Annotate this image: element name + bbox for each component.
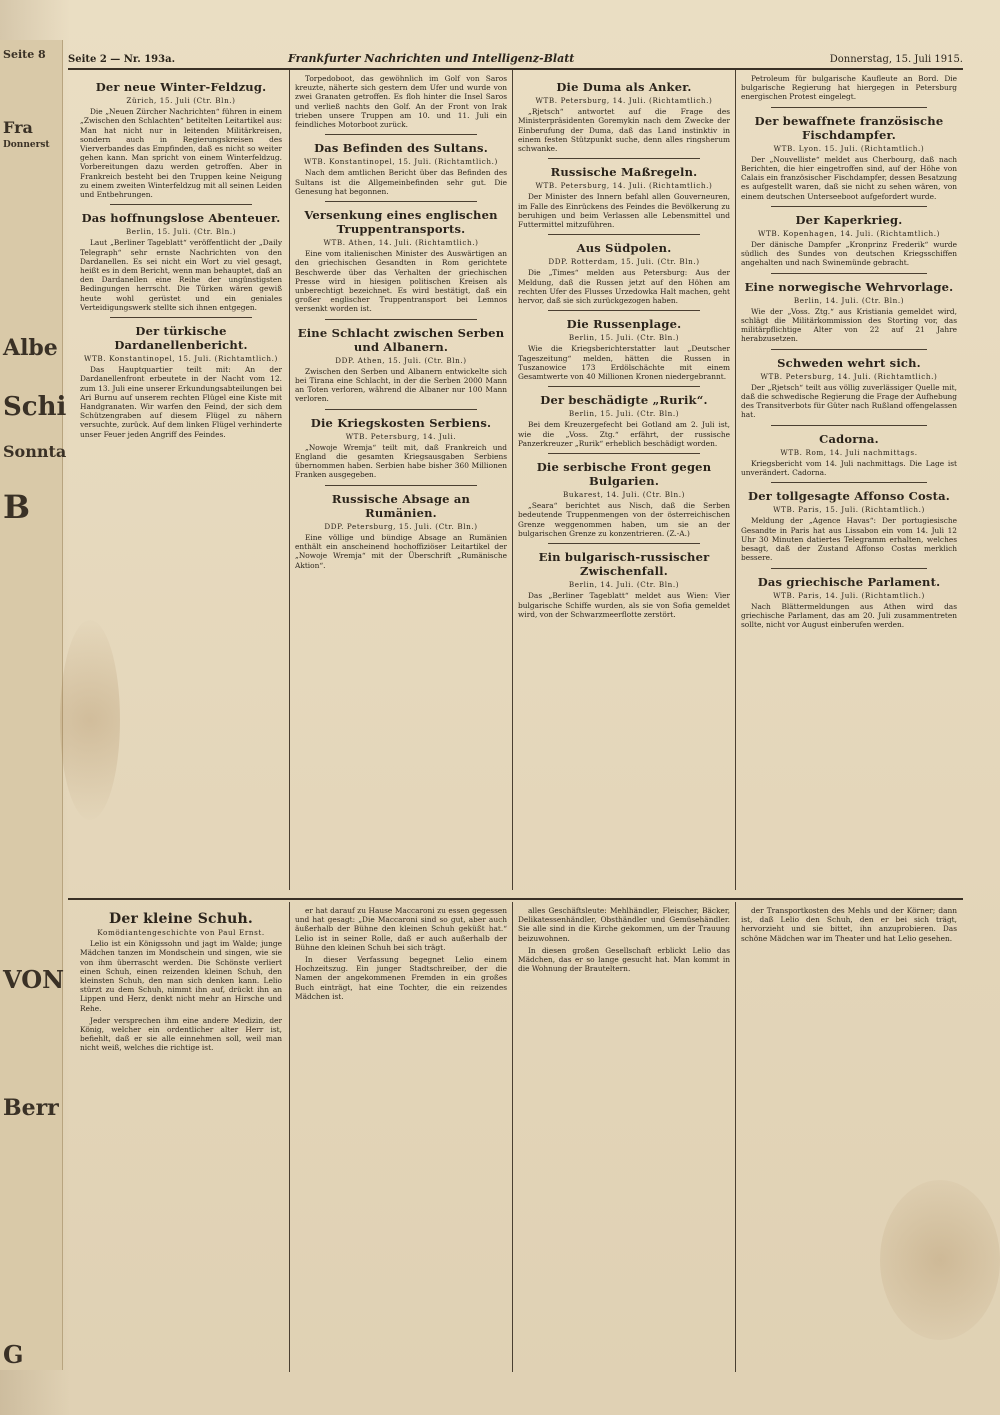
article-headline: Das hoffnungslose Abenteuer. (81, 211, 281, 226)
article-text: Der „Nouvelliste“ meldet aus Cherbourg, daß nach Berichten, die hier eingetroffen sind, auf der Höhe von Calais ein französischer Fischdampfer, dessen Besatzung es aufgestellt waren, daß sie nicht zu sehen wären, von einem deutschen Unterseeboot aufgefordert wurde. (741, 154, 957, 201)
dateline: WTB. Konstantinopel, 15. Juli. (Richtamtlich.) (84, 354, 278, 364)
article-headline: Versenkung eines englischen Truppentransports. (304, 208, 498, 237)
adjacent-page-strip (0, 40, 67, 1370)
dateline: WTB. Athen, 14. Juli. (Richtamtlich.) (323, 238, 479, 248)
article-separator (548, 234, 700, 235)
dateline: Berlin, 14. Juli. (Ctr. Bln.) (793, 295, 905, 305)
article-text: „Nowoje Wremja“ teilt mit, daß Frankreich und England die gesamten Kriegsausgaben Serbiens übernommen haben. Serbien habe bisher 360 Millionen Franken ausgegeben. (295, 442, 507, 480)
article-separator (771, 568, 927, 569)
paper-stain (60, 620, 120, 820)
article-separator (548, 158, 700, 159)
column-3 (518, 74, 730, 894)
feuilleton-text: der Transportkosten des Mehls und der Körner; dann ist, daß Lelio den Schuh, den er bei sich trägt, hervorzieht und sie bittet, ihn anzuprobieren. Das schöne Mädchen war im Theater und hat Lelio gesehen. (741, 906, 957, 943)
feuilleton-text: er hat darauf zu Hause Maccaroni zu essen gegessen und hat gesagt: „Die Maccaroni sind so gut, aber auch äußerhalb der Bühne den kleinen Schuh geküßt hat.“ Lelio ist in seiner Rolle, daß er auch außerhalb der Bühne den kleinen Schuh bei sich trägt. (295, 906, 507, 952)
feuilleton-text: Lelio ist ein Königssohn und jagt im Walde; junge Mädchen tanzen im Mondschein und singen, wie sie von ihm überrascht werden. Die Schönste verliert einen Schuh, einen reizenden kleinen Schuh, den kleinsten Schuh, den man sich denken kann. Lelio stürzt zu dem Schuh, nimmt ihn auf, drückt ihn an Lippen und Herz, denkt nicht mehr an Hirsche und Rehe. (80, 939, 282, 1013)
article-text: Eine vom italienischen Minister des Auswärtigen an den griechischen Gesandten in Rom gerichtete Beschwerde über das Verhalten der griechischen Presse wird in hiesigen politischen Kreisen als unberechtigt bezeichnet. Es wird bestätigt, daß ein großer englischer Truppentransport bei Lemnos versenkt worden ist. (295, 249, 507, 314)
dateline: WTB. Petersburg, 14. Juli. (Richtamtlich.) (760, 371, 938, 381)
article-separator (548, 543, 700, 544)
newspaper-title: Frankfurter Nachrichten und Intelligenz-Blatt (288, 52, 575, 65)
article-text: Wie die Kriegsberichterstatter laut „Deutscher Tageszeitung“ melden, hätten die Russen in Tuszanowice 173 Erdölschächte mit einem Gesamtwerte von 40 Millionen Kronen niedergebrannt. (518, 344, 730, 382)
article-headline: Die serbische Front gegen Bulgarien. (536, 460, 712, 489)
article-separator (771, 482, 927, 483)
dateline: WTB. Petersburg, 14. Juli. (Richtamtlich.) (535, 96, 713, 105)
column-2 (295, 74, 507, 894)
dateline: WTB. Paris, 15. Juli. (Richtamtlich.) (773, 505, 925, 515)
column-divider (289, 70, 290, 890)
article-headline: Die Kriegskosten Serbiens. (310, 415, 492, 430)
dateline: WTB. Petersburg, 14. Juli. (345, 431, 457, 441)
dateline: WTB. Lyon. 15. Juli. (Richtamtlich.) (773, 143, 925, 153)
dateline: WTB. Paris, 14. Juli. (Richtamtlich.) (773, 590, 925, 600)
feuilleton-column-2 (295, 906, 507, 1366)
column-divider (289, 902, 290, 1372)
article-headline: Das Befinden des Sultans. (314, 141, 488, 156)
article-text: Meldung der „Agence Havas“: Der portugiesische Gesandte in Paris hat aus Lissabon ein vom 14. Juli 12 Uhr 30 Minuten datiertes Telegramm erhalten, welches besagt, daß der Zustand Affonso Costas merklich bessere. (741, 516, 957, 563)
article-text: Kriegsbericht vom 14. Juli nachmittags. Die Lage ist unverändert. Cadorna. (741, 458, 957, 478)
strip-text: B (3, 488, 31, 526)
article-headline: Schweden wehrt sich. (777, 355, 921, 370)
article-headline: Russische Absage an Rumänien. (331, 491, 471, 520)
strip-text: Donnerst (3, 140, 50, 150)
article-text: Das Hauptquartier teilt mit: An der Dardanellenfront erbeutete in der Nacht vom 12. zum 13. Juli eine unserer Erkundungsabteilungen bei Ari Burnu auf unserem rechten Flügel eine Kiste mit Handgranaten. Wir warfen den Feind, der sich dem Schützengraben auf diesem Flügel zu nähern versuchte, zurück. Auf dem linken Flügel verhinderte unser Feuer jeden Angriff des Feindes. (80, 365, 282, 439)
page-header (68, 52, 963, 70)
feuilleton-column-1 (80, 906, 282, 1366)
article-text: Der dänische Dampfer „Kronprinz Frederik“ wurde südlich des Sundes von deutschen Kriegsschiffen angehalten und nach Swinemünde gebracht. (741, 240, 957, 268)
article-headline: Eine norwegische Wehrvorlage. (744, 279, 954, 294)
dateline: Bukarest, 14. Juli. (Ctr. Bln.) (562, 490, 686, 500)
article-separator (325, 409, 477, 410)
strip-text: Fra (3, 118, 33, 137)
article-headline: Aus Südpolen. (576, 241, 672, 256)
article-text: Das „Berliner Tageblatt“ meldet aus Wien: Vier bulgarische Schiffe wurden, als sie von Sofia gemeldet wird, von der Schwarzmeerflotte zerstört. (518, 591, 730, 619)
dateline: Berlin, 15. Juli. (Ctr. Bln.) (568, 409, 680, 419)
article-separator (325, 201, 477, 202)
dateline: DDP. Petersburg, 15. Juli. (Ctr. Bln.) (324, 521, 478, 531)
article-separator (771, 206, 927, 207)
article-headline: Der beschädigte „Rurik“. (540, 393, 708, 408)
article-separator (771, 425, 927, 426)
article-text: Wie der „Voss. Ztg.“ aus Kristiania gemeldet wird, schlägt die Militärkommission des Storting vor, das militärpflichtige Alter von 22 auf 21 Jahre herabzusetzen. (741, 306, 957, 344)
page-number: Seite 2 — Nr. 193a. (68, 54, 176, 65)
dateline: DDP. Rotterdam, 15. Juli. (Ctr. Bln.) (548, 257, 700, 267)
article-separator (771, 349, 927, 350)
article-text: Torpedoboot, das gewöhnlich im Golf von Saros kreuzte, näherte sich gestern dem Ufer und wurde von zwei Granaten getroffen. Es floh hinter die Insel Saros und verließ nachts den Golf. An der Front von Irak trieben unsere Truppen am 10. und 11. Juli ein feindliches Motorboot zurück. (295, 74, 507, 130)
dateline: Berlin, 15. Juli. (Ctr. Bln.) (568, 333, 680, 343)
dateline: Berlin, 15. Juli. (Ctr. Bln.) (125, 227, 237, 237)
article-separator (548, 453, 700, 454)
dateline: Zürich, 15. Juli (Ctr. Bln.) (126, 96, 236, 105)
feuilleton-text: In dieser Verfassung begegnet Lelio einem Hochzeitszug. Ein junger Stadtschreiber, der die Namen der angekommenen Fremden in ein großes Buch einträgt, hat eine Tochter, die ein reizendes Mädchen ist. (295, 955, 507, 1001)
column-divider (735, 70, 736, 890)
article-headline: Der tollgesagte Affonso Costa. (748, 489, 950, 504)
article-text: Der „Rjetsch“ teilt aus völlig zuverlässiger Quelle mit, daß die schwedische Regierung die Frage der Aufhebung des Transitverbots für Güter nach Rußland offengelassen hat. (741, 382, 957, 420)
article-separator (325, 319, 477, 320)
article-text: Petroleum für bulgarische Kaufleute an Bord. Die bulgarische Regierung hat hiergegen in Petersburg energischen Protest eingelegt. (741, 74, 957, 102)
article-headline: Das griechische Parlament. (757, 574, 941, 589)
feuilleton-column-3 (518, 906, 730, 1366)
article-text: Die „Times“ melden aus Petersburg: Aus der Meldung, daß die Russen jetzt auf den Höhen am rechten Ufer des Flusses Urzedowka Halt machen, geht hervor, daß sie sich zurückgezogen haben. (518, 268, 730, 306)
strip-text: VON (3, 965, 65, 994)
feuilleton-text: In diesen großen Gesellschaft erblickt Lelio das Mädchen, das er so lange gesucht hat. Man kommt in die Wohnung der Brauteltern. (518, 945, 730, 974)
article-text: Zwischen den Serben und Albanern entwickelte sich bei Tirana eine Schlacht, in der die Serben 2000 Mann an Toten verloren, während die Albaner nur 100 Mann verloren. (295, 366, 507, 404)
dateline: WTB. Petersburg, 14. Juli. (Richtamtlich.) (535, 181, 713, 191)
article-headline: Der türkische Dardanellenbericht. (114, 324, 248, 353)
strip-text: G (3, 1340, 24, 1369)
article-headline: Ein bulgarisch-russischer Zwischenfall. (538, 550, 710, 579)
article-text: „Seara“ berichtet aus Nisch, daß die Serben bedeutende Truppenmengen von der österreichischen Grenze weggenommen haben, um sie an der bulgarischen Grenze zu konzentrieren. (Z.-A.) (518, 501, 730, 538)
dateline: WTB. Konstantinopel, 15. Juli. (Richtamtlich.) (304, 157, 498, 167)
article-separator (771, 107, 927, 108)
strip-text: Seite 8 (3, 48, 46, 61)
article-headline: Der neue Winter-Feldzug. (95, 80, 267, 94)
article-text: „Rjetsch“ antwortet auf die Frage des Ministerpräsidenten Goremykin nach dem Zwecke der Einberufung der Duma, daß das Land instinktiv in einem festen Stützpunkt suche, denn alles ringsherum schwanke. (518, 107, 730, 154)
article-headline: Der Kaperkrieg. (795, 212, 903, 227)
article-text: Nach dem amtlichen Bericht über das Befinden des Sultans ist die Allgemeinbefinden sehr gut. Die Genesung hat begonnen. (295, 168, 507, 196)
strip-text: Berr (3, 1095, 59, 1121)
issue-date: Donnerstag, 15. Juli 1915. (829, 54, 963, 65)
article-separator (548, 310, 700, 311)
article-separator (548, 386, 700, 387)
article-text: Die „Neuen Zürcher Nachrichten“ führen in einem „Zwischen den Schlachten“ betitelten Leitartikel aus: Man hat nicht nur in leitenden Militärkreisen, sondern auch in Regierungskreisen des Vierverbandes das Empfinden, daß es nicht so weiter gehen kann. Man spricht von einem Winterfeldzug. Vorbereitungen dazu werden getroffen. Aber in Frankreich besteht bei den Truppen keine Neigung zu einem zweiten Winterfeldzug mit all seinen Leiden und Entbehrungen. (80, 107, 282, 200)
article-separator (771, 273, 927, 274)
column-4 (741, 74, 957, 894)
article-text: Laut „Berliner Tageblatt“ veröffentlicht der „Daily Telegraph“ sehr ernste Nachrichten von den Dardanellen. Es sei nicht ein Wort zu viel gesagt, heißt es in dem Bericht, wenn man behauptet, daß an den Dardanellen eine Reihe der ungünstigsten Bedingungen herrscht. Die Türken wären gewiß heute wohl gerüstet und ein geniales Verteidigungswerk stellte sich ihnen entgegen. (80, 238, 282, 312)
dateline: DDP. Athen, 15. Juli. (Ctr. Bln.) (335, 355, 467, 365)
column-divider (735, 902, 736, 1372)
article-headline: Die Duma als Anker. (556, 80, 692, 94)
strip-text: Sonnta (3, 442, 67, 461)
dateline: WTB. Kopenhagen, 14. Juli. (Richtamtlich.) (758, 228, 940, 238)
feuilleton-rule (68, 898, 963, 900)
article-headline: Cadorna. (819, 431, 879, 446)
feuilleton-text: Jeder versprechen ihm eine andere Medizin, der König, welcher ein ordentlicher alter Herr ist, befiehlt, daß er sie alle einnehmen soll, weil man nicht weiß, welches die richtige ist. (80, 1015, 282, 1053)
article-text: Nach Blättermeldungen aus Athen wird das griechische Parlament, das am 20. Juli zusammentreten sollte, nicht vor August einberufen werden. (741, 601, 957, 630)
paper-stain (880, 1180, 1000, 1340)
article-separator (325, 485, 477, 486)
article-text: Bei dem Kreuzergefecht bei Gotland am 2. Juli ist, wie die „Voss. Ztg.“ erfährt, der russische Panzerkreuzer „Rurik“ erheblich beschädigt worden. (518, 420, 730, 448)
article-headline: Die Russenplage. (566, 317, 682, 332)
strip-text: Albe (3, 335, 58, 361)
article-text: Der Minister des Innern befahl allen Gouverneuren, im Falle des Einrückens des Feindes die Bevölkerung zu beruhigen und beim Verlassen alle Lebensmittel und Futtermittel mitzuführen. (518, 192, 730, 230)
dateline: WTB. Rom, 14. Juli nachmittags. (780, 447, 918, 457)
article-separator (110, 204, 252, 205)
article-headline: Russische Maßregeln. (550, 165, 698, 180)
article-separator (110, 317, 252, 318)
article-text: Eine völlige und bündige Absage an Rumänien enthält ein anscheinend hochoffiziöser Leitartikel der „Nowoje Wremja“ mit der Überschrift „Rumänische Aktion“. (295, 532, 507, 570)
feuilleton-byline: Komödiantengeschichte von Paul Ernst. (97, 928, 265, 937)
feuilleton-text: alles Geschäftsleute: Mehlhändler, Fleischer, Bäcker, Delikatessenhändler, Obsthändler und Gemüsehändler. Sie alle sind in die Kirche gekommen, um der Trauung beizuwohnen. (518, 906, 730, 943)
column-divider (512, 70, 513, 890)
article-headline: Eine Schlacht zwischen Serben und Albanern. (297, 325, 505, 354)
column-divider (512, 902, 513, 1372)
dateline: Berlin, 14. Juli. (Ctr. Bln.) (568, 580, 680, 590)
article-headline: Der bewaffnete französische Fischdampfer. (754, 113, 944, 142)
article-separator (325, 134, 477, 135)
strip-text: Schi (3, 392, 67, 422)
feuilleton-title: Der kleine Schuh. (109, 911, 253, 927)
